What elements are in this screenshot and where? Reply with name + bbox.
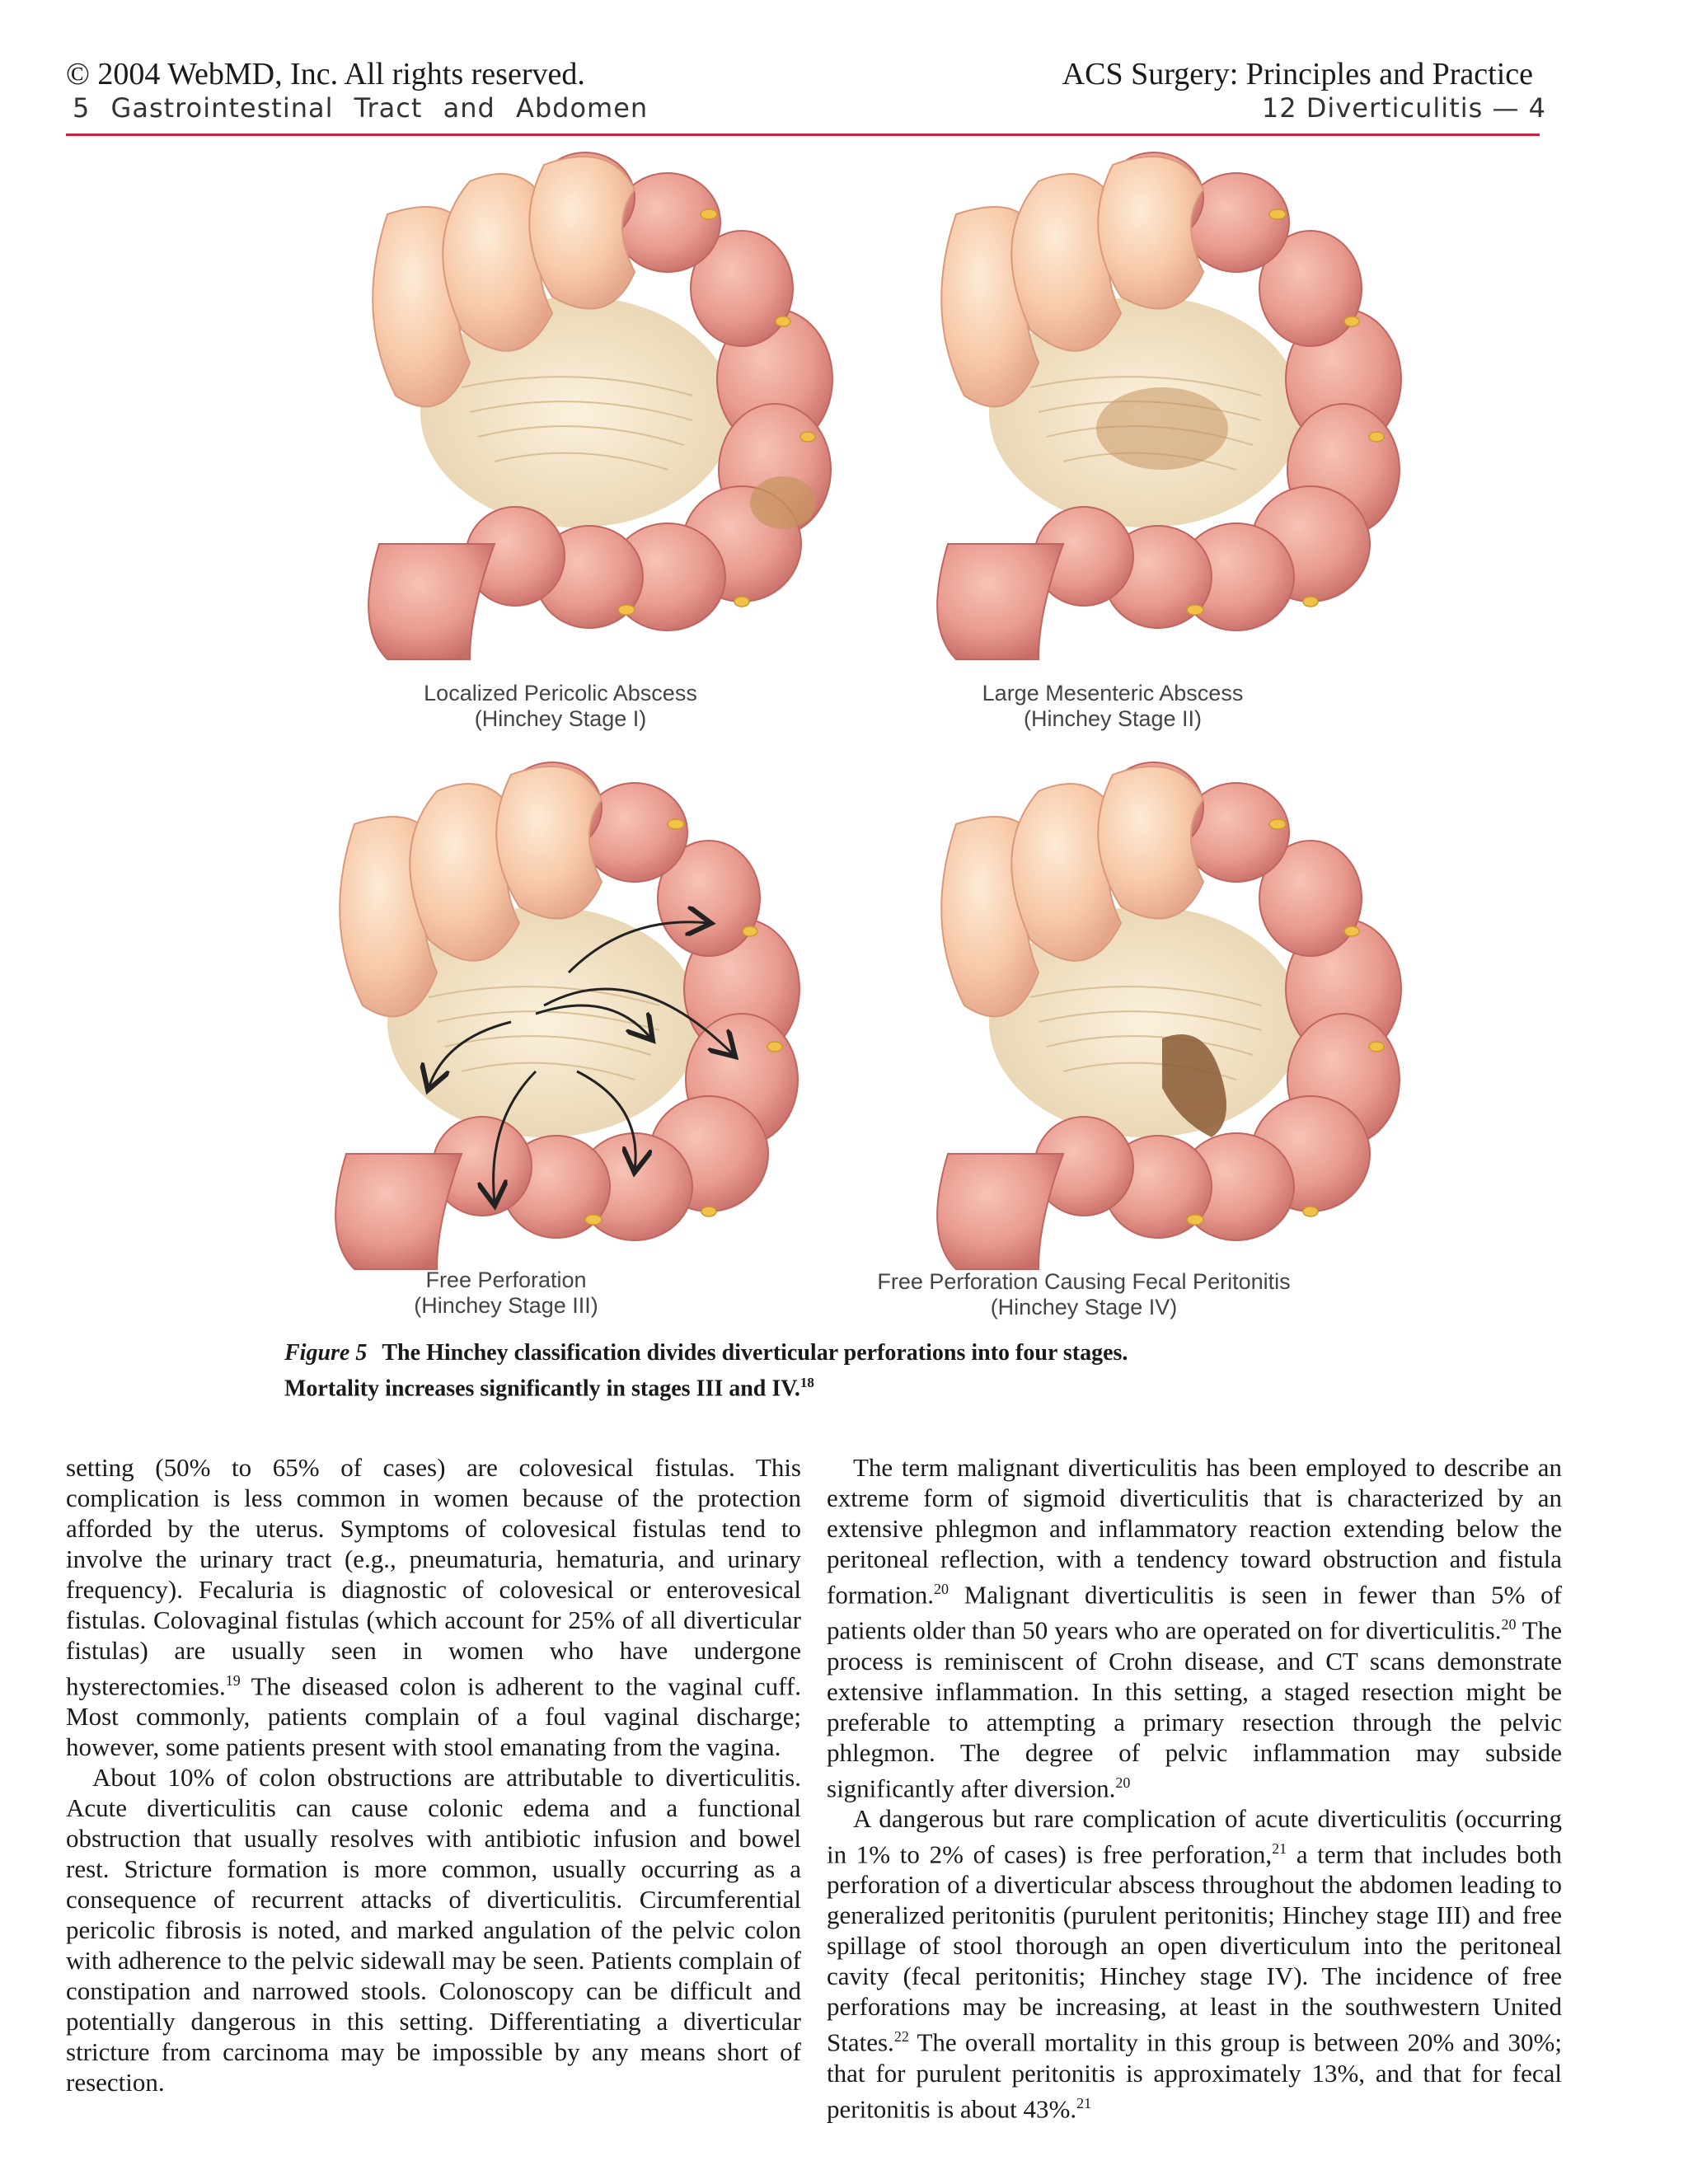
pericolic-abscess <box>750 476 816 529</box>
figure-panel-stage-4 <box>849 725 1409 1286</box>
reference-superscript: 20 <box>1115 1774 1131 1791</box>
book-title: ACS Surgery: Principles and Practice <box>1062 57 1533 91</box>
reference-superscript: 21 <box>1272 1840 1287 1857</box>
figure-caption-ref: 18 <box>799 1375 814 1390</box>
panel-caption-stage: (Hinchey Stage IV) <box>990 1295 1178 1319</box>
paragraph <box>66 1452 801 1762</box>
panel-caption-title: Free Perforation Causing Fecal Peritonitis <box>877 1269 1291 1294</box>
panel-caption-stage-2 <box>882 681 1343 732</box>
paragraph <box>827 1452 1562 1803</box>
panel-caption-stage-1 <box>330 681 791 732</box>
panel-caption-stage-3 <box>275 1268 737 1319</box>
figure-panel-stage-3 <box>247 725 808 1286</box>
reference-superscript: 19 <box>225 1672 241 1689</box>
mesenteric-abscess <box>1096 387 1228 470</box>
figure-number: Figure 5 <box>284 1340 368 1366</box>
reference-superscript: 20 <box>934 1581 949 1597</box>
panel-caption-title: Free Perforation <box>425 1268 587 1292</box>
paragraph-text: The process is reminiscent of Crohn disease, and CT scans demonstrate extensive inflammation. In this setting, a staged resection might be preferable to attempting a primary resection through the pelvic phlegmon. The degree of pelvic inflammation may subside significantly after diversion. <box>827 1615 1562 1802</box>
panel-caption-stage: (Hinchey Stage II) <box>1023 706 1203 731</box>
colon-illustration-stage-4 <box>849 725 1409 1286</box>
paragraph-text: Malignant diverticulitis is seen in fewer than 5% of patients older than 50 years who are operated on for diverticulitis. <box>827 1580 1562 1645</box>
colon-illustration-stage-1 <box>280 115 841 676</box>
panel-caption-title: Localized Pericolic Abscess <box>424 681 697 705</box>
reference-superscript: 20 <box>1501 1616 1517 1633</box>
section-title: 5 Gastrointestinal Tract and Abdomen <box>73 92 649 124</box>
paragraph-text: A dangerous but rare complication of acute diverticulitis (occurring in 1% to 2% of cases) is free perforation, <box>827 1803 1562 1869</box>
figure-panel-stage-1 <box>280 115 841 676</box>
panel-caption-stage-4 <box>853 1269 1315 1320</box>
figure-caption-line-2: Mortality increases significantly in stages III and IV. <box>284 1376 800 1402</box>
figure-panel-stage-2 <box>849 115 1409 676</box>
paragraph-text: The term malignant diverticulitis has been employed to describe an extreme form of sigmoid diverticulitis that is characterized by an extensive phlegmon and inflammatory reaction extending below the peritoneal reflection, with a tendency toward obstruction and fistula formation. <box>827 1453 1562 1610</box>
colon-illustration-stage-3 <box>247 725 808 1286</box>
reference-superscript: 21 <box>1076 2094 1092 2111</box>
paragraph-text: setting (50% to 65% of cases) are colovesical fistulas. This complication is less common in women because of the protection afforded by the uterus. Symptoms of colovesical fistulas tend to involve the urinary tract (e.g., pneumaturia, hematuria, and urinary frequency). Fecaluria is diagnostic of colovesical or enterovesical fistulas. Colovaginal fistulas (which account for 25% of all diverticular fistulas) are usually seen in women who have undergone hysterectomies. <box>66 1453 801 1701</box>
body-column-left <box>66 1452 801 2097</box>
paragraph <box>827 1803 1562 2124</box>
reference-superscript: 22 <box>893 2028 909 2046</box>
panel-caption-stage: (Hinchey Stage I) <box>474 706 647 731</box>
figure-caption-line-1: The Hinchey classification divides diverticular perforations into four stages. <box>382 1340 1128 1366</box>
paragraph-text: a term that includes both perforation of a diverticular abscess throughout the abdomen leading to generalized peritonitis (purulent peritonitis; Hinchey stage III) and free spillage of stool thorough an open diverticulum into the peritoneal cavity (fecal peritonitis; Hinchey stage IV). The incidence of free perforations may be increasing, at least in the southwestern United States. <box>827 1840 1562 2057</box>
figure-caption <box>284 1338 1273 1404</box>
panel-caption-title: Large Mesenteric Abscess <box>982 681 1244 705</box>
panel-caption-stage: (Hinchey Stage III) <box>414 1293 598 1318</box>
paragraph: About 10% of colon obstructions are attributable to diverticulitis. Acute diverticulitis can cause colonic edema and a functional obstruction that usually resolves with antibiotic infusion and bowel rest. Stricture formation is more common, usually occurring as a consequence of recurrent attacks of diverticulitis. Circumferential pericolic fibrosis is noted, and marked angulation of the pelvic colon with adherence to the pelvic sidewall may be seen. Patients complain of constipation and narrowed stools. Colonoscopy can be difficult and potentially dangerous in this setting. Differentiating a diverticular stricture from carcinoma may be impossible by any means short of resection. <box>66 1763 801 2097</box>
copyright-line: © 2004 WebMD, Inc. All rights reserved. <box>66 57 585 91</box>
paragraph-text: The diseased colon is adherent to the vaginal cuff. Most commonly, patients complain of a foul vaginal discharge; however, some patients present with stool emanating from the vagina. <box>66 1671 801 1762</box>
chapter-title: 12 Diverticulitis — 4 <box>1261 92 1546 124</box>
colon-illustration-stage-2 <box>849 115 1409 676</box>
body-column-right <box>827 1452 1562 2124</box>
paragraph-text: The overall mortality in this group is between 20% and 30%; that for purulent peritonitis is approximately 13%, and that for fecal peritonitis is about 43%. <box>827 2027 1562 2123</box>
